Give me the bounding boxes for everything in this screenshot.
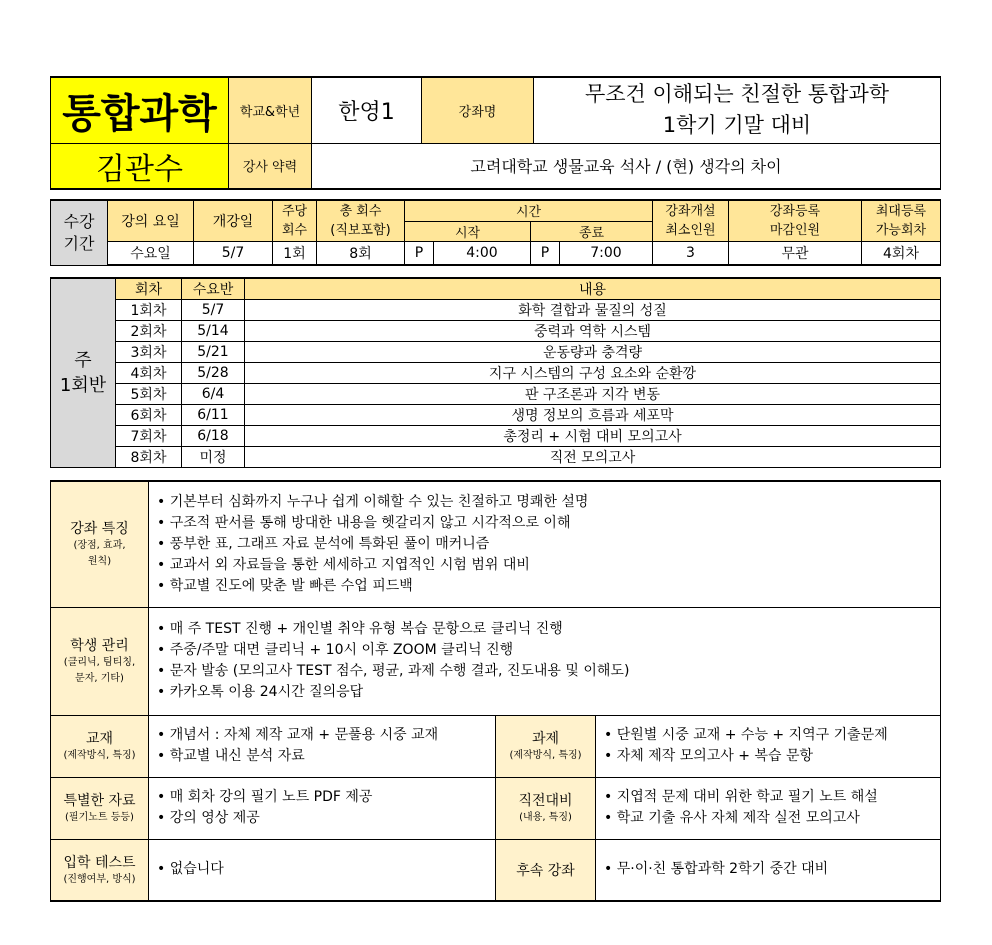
- date-cell: 미정: [182, 447, 245, 468]
- start-ampm: P: [405, 241, 434, 265]
- session-cell: 4회차: [116, 363, 182, 384]
- list-item: • 자체 제작 모의고사 + 복습 문항: [604, 746, 940, 767]
- session-cell: 5회차: [116, 384, 182, 405]
- content-header: 내용: [245, 278, 941, 300]
- session-cell: 1회차: [116, 300, 182, 321]
- max-value: 4회차: [862, 241, 941, 265]
- materials-sub: (제작방식, 특징): [63, 750, 136, 761]
- weekly-header-2: 회수: [281, 222, 308, 238]
- list-item: • 개념서 : 자체 제작 교재 + 문풀용 시중 교재: [157, 725, 495, 746]
- follow-up-label-text: 후속 강좌: [516, 862, 575, 879]
- period-label: [51, 200, 108, 265]
- list-item: • 학교별 진도에 맞춘 발 빠른 수업 피드백: [157, 576, 940, 597]
- materials-label-text: 교재: [85, 731, 114, 747]
- entrance-sub: (진행여부, 방식): [63, 873, 136, 885]
- end-time: 7:00: [560, 241, 653, 265]
- features-sub-1: (장점, 효과,: [73, 540, 126, 552]
- bio-label: 강사 약력: [229, 143, 312, 189]
- session-cell: 6회차: [116, 405, 182, 426]
- course-name-label: 강좌명: [422, 77, 534, 143]
- weekly-value: 1회: [273, 241, 317, 265]
- header-table: [50, 76, 941, 190]
- content-cell: 총정리 + 시험 대비 모의고사: [245, 426, 941, 447]
- features-sub-2: 원칙): [87, 556, 112, 568]
- list-item: • 학교별 내신 분석 자료: [157, 746, 495, 767]
- bio-value: 고려대학교 생물교육 석사 / (현) 생각의 차이: [312, 143, 941, 189]
- curriculum-table: [50, 277, 941, 468]
- date-cell: 6/4: [182, 384, 245, 405]
- max-header: [862, 200, 941, 241]
- date-cell: 6/11: [182, 405, 245, 426]
- materials-content: [149, 715, 496, 777]
- management-sub-1: (클리닉, 팀티칭,: [63, 657, 136, 668]
- total-header-1: 총 회수: [339, 203, 382, 219]
- date-cell: 5/14: [182, 321, 245, 342]
- weekly-header: [273, 200, 317, 241]
- list-item: • 강의 영상 제공: [157, 808, 495, 829]
- period-label-2: 기간: [63, 233, 95, 253]
- content-cell: 생명 정보의 흐름과 세포막: [245, 405, 941, 426]
- weekly-header-1: 주당: [281, 203, 308, 219]
- min-header: [653, 200, 729, 241]
- follow-up-label: [496, 839, 596, 901]
- content-cell: 화학 결합과 물질의 성질: [245, 300, 941, 321]
- list-item: • 구조적 판서를 통해 방대한 내용을 헷갈리지 않고 시각적으로 이해: [157, 513, 940, 534]
- instructor-name: 김관수: [51, 143, 229, 189]
- list-item: • 기본부터 심화까지 누구나 쉽게 이해할 수 있는 친절하고 명쾌한 설명: [157, 492, 940, 513]
- schedule-table: [50, 199, 941, 266]
- homework-label: [496, 715, 596, 777]
- date-header: 수요반: [182, 278, 245, 300]
- special-sub: (필기노트 등등): [65, 812, 134, 823]
- homework-content: [596, 715, 941, 777]
- list-item: • 매 주 TEST 진행 + 개인별 취약 유형 복습 문항으로 클리닉 진행: [157, 619, 940, 640]
- deadline-header: [729, 200, 862, 241]
- start-date-value: 5/7: [194, 241, 273, 265]
- date-cell: 6/18: [182, 426, 245, 447]
- session-cell: 2회차: [116, 321, 182, 342]
- time-end-header: 종료: [531, 221, 653, 241]
- list-item: • 학교 기출 유사 자체 제작 실전 모의고사: [604, 808, 940, 829]
- list-item: • 매 회차 강의 필기 노트 PDF 제공: [157, 787, 495, 808]
- period-label-1: 수강: [63, 211, 95, 231]
- management-sub-2: 문자, 기타): [75, 673, 124, 684]
- features-label-text: 강좌 특징: [70, 521, 129, 538]
- deadline-header-2: 마감인원: [769, 222, 821, 238]
- max-header-1: 최대등록: [875, 203, 927, 219]
- content-cell: 판 구조론과 지각 변동: [245, 384, 941, 405]
- session-header: 회차: [116, 278, 182, 300]
- total-value: 8회: [317, 241, 405, 265]
- list-item: • 카카오톡 이용 24시간 질의응답: [157, 682, 940, 703]
- list-item: • 없습니다: [157, 859, 495, 880]
- side-label-2: 1회반: [59, 375, 107, 396]
- side-label-1: 주: [74, 350, 92, 371]
- management-label-text: 학생 관리: [70, 638, 129, 654]
- deadline-header-1: 강좌등록: [769, 203, 821, 219]
- content-cell: 중력과 역학 시스템: [245, 321, 941, 342]
- list-item: • 무·이·친 통합과학 2학기 중간 대비: [604, 859, 940, 880]
- final-prep-content: [596, 777, 941, 839]
- features-content: [149, 481, 941, 607]
- entrance-label-text: 입학 테스트: [63, 854, 136, 871]
- list-item: • 단원별 시중 교재 + 수능 + 지역구 기출문제: [604, 725, 940, 746]
- management-content: [149, 607, 941, 715]
- content-cell: 직전 모의고사: [245, 447, 941, 468]
- content-cell: 운동량과 충격량: [245, 342, 941, 363]
- day-header: 강의 요일: [108, 200, 194, 241]
- details-table: [50, 480, 941, 902]
- date-cell: 5/7: [182, 300, 245, 321]
- list-item: • 문자 발송 (모의고사 TEST 점수, 평균, 과제 수행 결과, 진도내용 및 이해도): [157, 661, 940, 682]
- special-label-text: 특별한 자료: [63, 793, 136, 809]
- curriculum-side-label: [51, 278, 116, 468]
- day-value: 수요일: [108, 241, 194, 265]
- homework-sub: (제작방식, 특징): [509, 750, 582, 761]
- total-header: [317, 200, 405, 241]
- homework-label-text: 과제: [531, 731, 560, 747]
- school-grade-label: 학교&학년: [229, 77, 312, 143]
- time-start-header: 시작: [405, 221, 531, 241]
- time-header: 시간: [405, 200, 653, 221]
- total-header-2: (직보포함): [330, 222, 391, 238]
- course-name-line1: 무조건 이해되는 친절한 통합과학: [584, 82, 890, 107]
- date-cell: 5/21: [182, 342, 245, 363]
- date-cell: 5/28: [182, 363, 245, 384]
- list-item: • 교과서 외 자료들을 통한 세세하고 지엽적인 시험 범위 대비: [157, 555, 940, 576]
- final-prep-sub: (내용, 특징): [519, 812, 572, 823]
- follow-up-content: [596, 839, 941, 901]
- start-date-header: 개강일: [194, 200, 273, 241]
- subject-title: 통합과학: [51, 77, 229, 143]
- special-content: [149, 777, 496, 839]
- list-item: • 지엽적 문제 대비 위한 학교 필기 노트 해설: [604, 787, 940, 808]
- session-cell: 7회차: [116, 426, 182, 447]
- course-name: [534, 77, 941, 143]
- final-prep-label-text: 직전대비: [518, 793, 573, 809]
- min-value: 3: [653, 241, 729, 265]
- final-prep-label: [496, 777, 596, 839]
- content-cell: 지구 시스템의 구성 요소와 순환깡: [245, 363, 941, 384]
- management-label: [51, 607, 149, 715]
- end-ampm: P: [531, 241, 560, 265]
- max-header-2: 가능회차: [875, 222, 927, 238]
- features-label: [51, 481, 149, 607]
- list-item: • 풍부한 표, 그래프 자료 분석에 특화된 풀이 매커니즘: [157, 534, 940, 555]
- course-name-line2: 1학기 기말 대비: [662, 113, 812, 138]
- special-label: [51, 777, 149, 839]
- session-cell: 8회차: [116, 447, 182, 468]
- entrance-content: [149, 839, 496, 901]
- list-item: • 주중/주말 대면 클리닉 + 10시 이후 ZOOM 클리닉 진행: [157, 640, 940, 661]
- session-cell: 3회차: [116, 342, 182, 363]
- min-header-1: 강좌개설: [665, 203, 716, 219]
- entrance-label: [51, 839, 149, 901]
- school-grade-value: 한영1: [312, 77, 422, 143]
- materials-label: [51, 715, 149, 777]
- min-header-2: 최소인원: [665, 222, 716, 238]
- start-time: 4:00: [434, 241, 531, 265]
- deadline-value: 무관: [729, 241, 862, 265]
